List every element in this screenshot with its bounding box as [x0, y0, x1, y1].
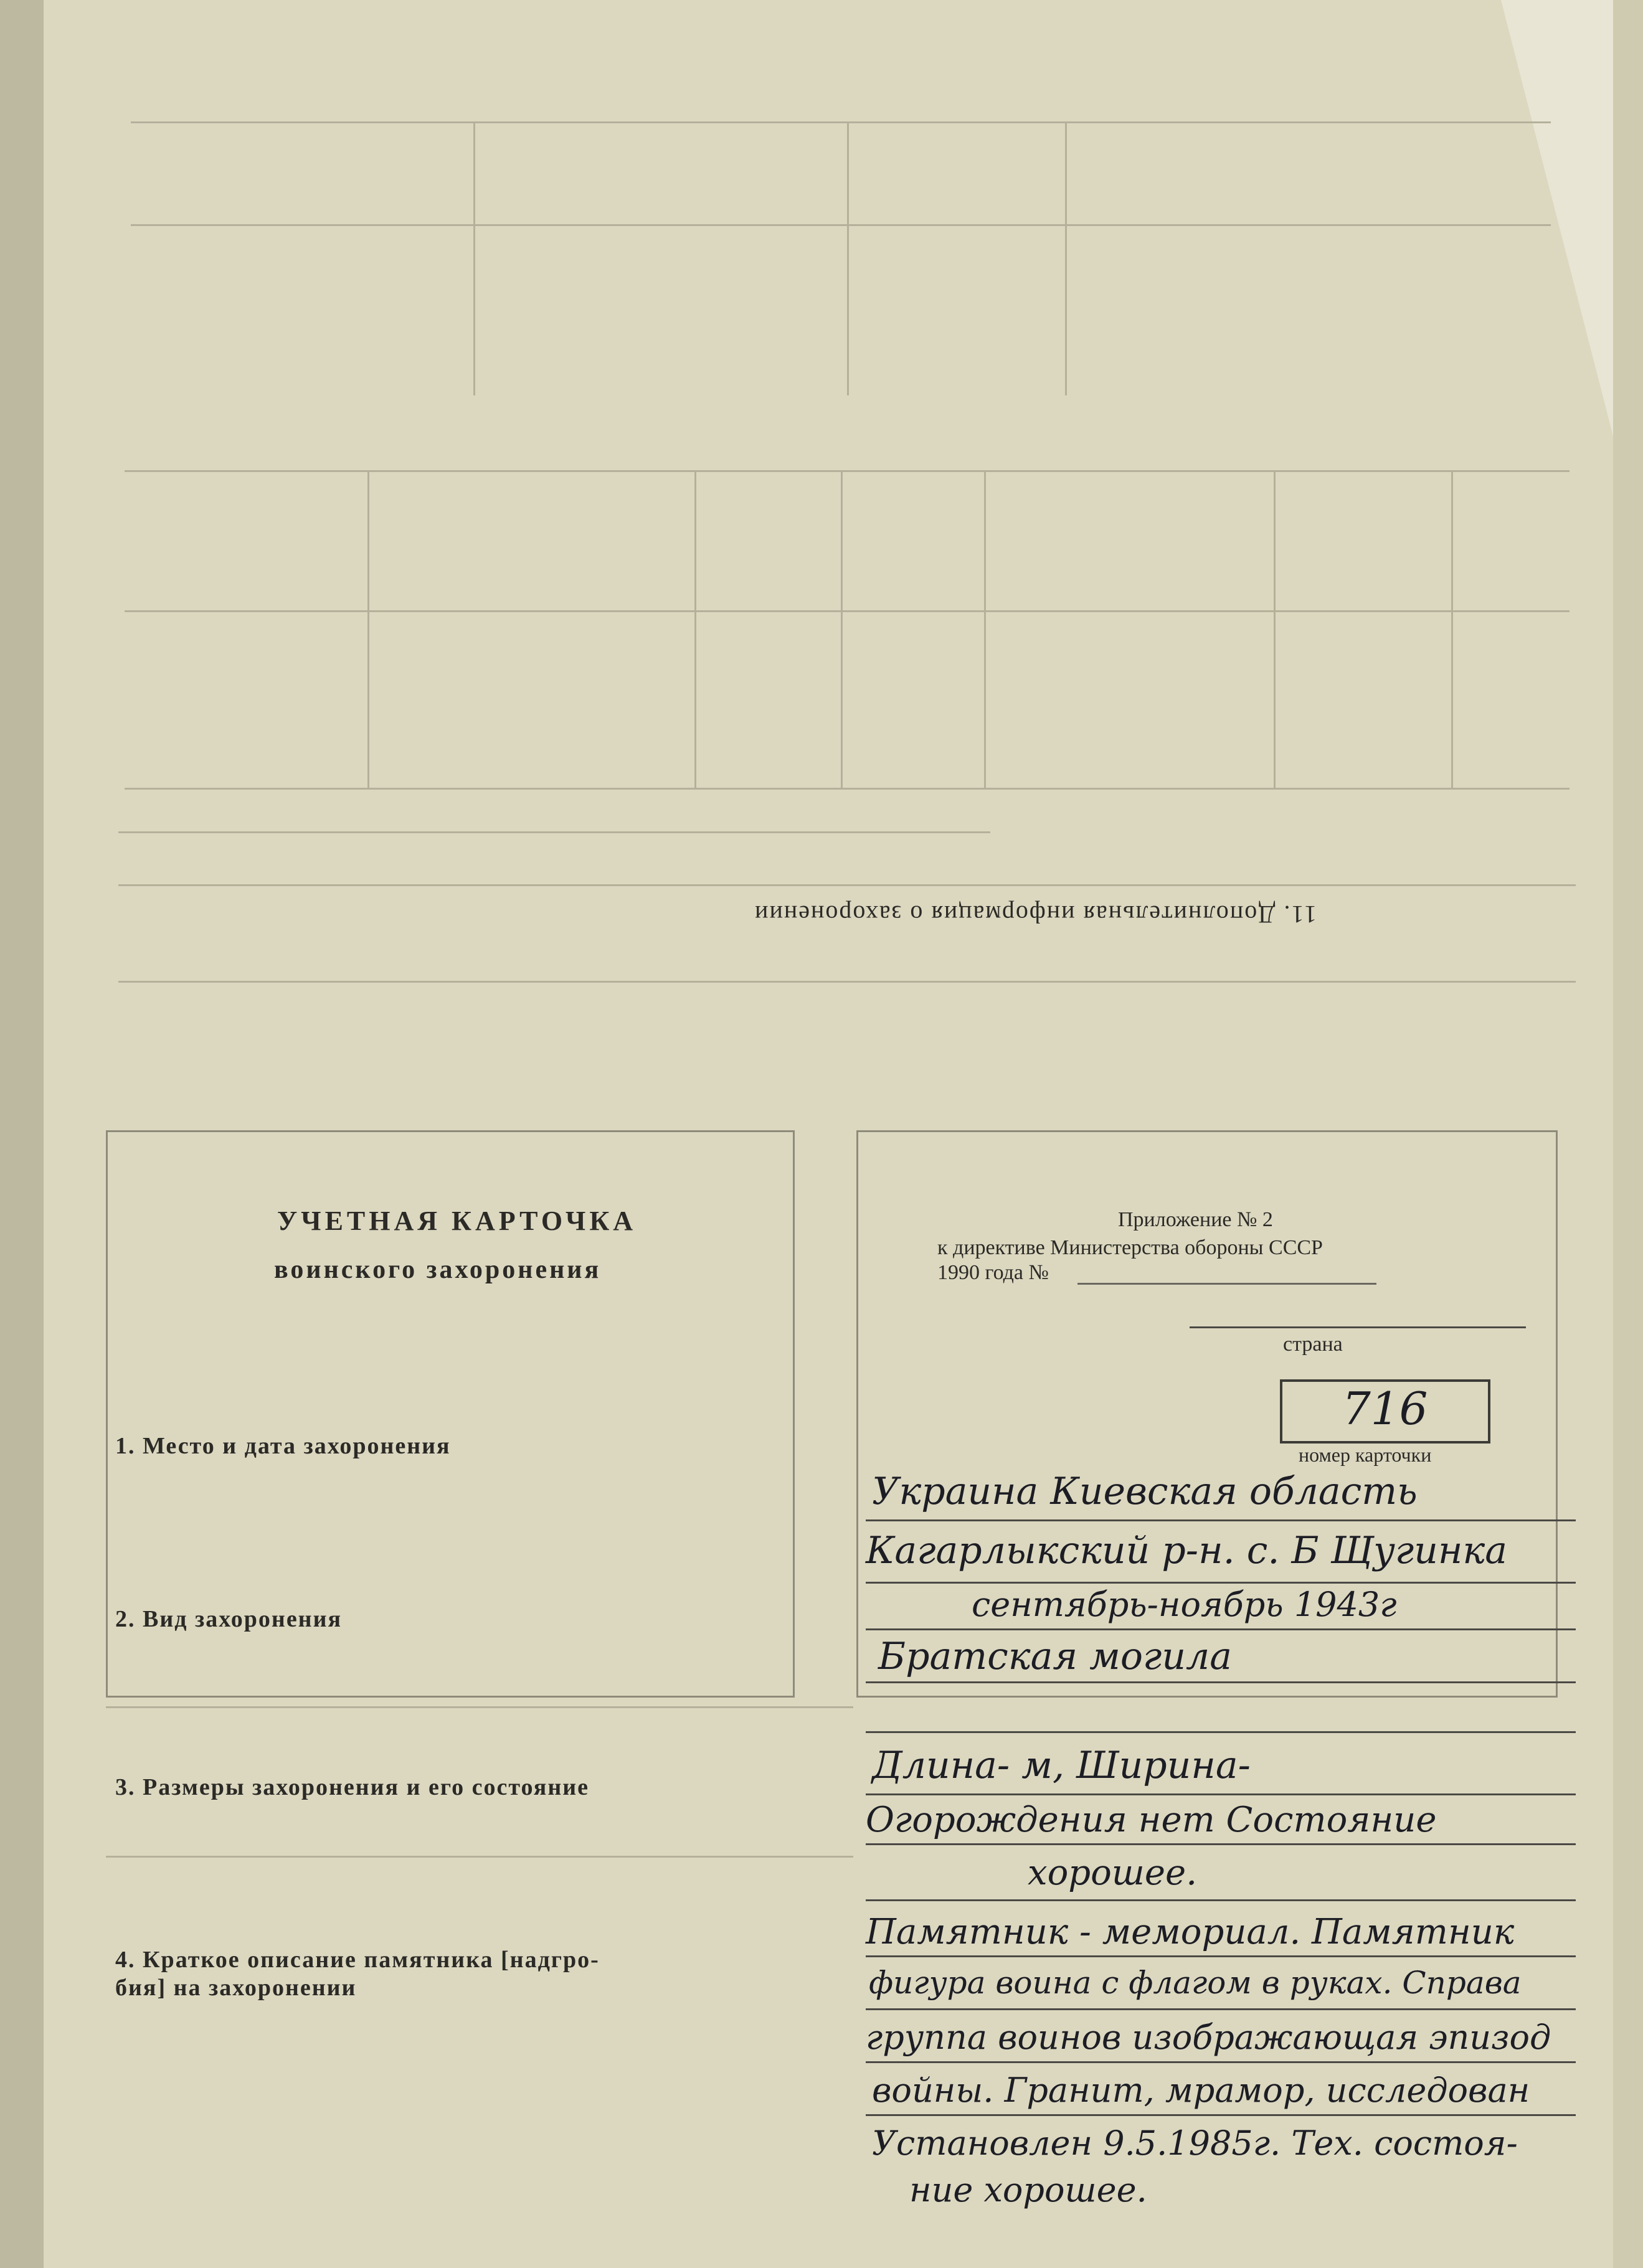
ruled-line	[866, 1582, 1576, 1584]
faint-rule	[847, 121, 849, 395]
document-page	[44, 0, 1613, 2268]
ruled-line	[866, 1955, 1576, 1957]
faint-rule	[125, 470, 1570, 472]
size-line-3: хорошее.	[1028, 1853, 1197, 1893]
card-subtitle: воинского захоронения	[274, 1255, 602, 1284]
ruled-line	[866, 1899, 1576, 1901]
directive-line1: к директиве Министерства обороны СССР	[937, 1236, 1323, 1259]
faint-rule	[118, 981, 1576, 983]
field-place-date-label: 1. Место и дата захоронения	[115, 1433, 451, 1459]
ruled-line	[866, 1519, 1576, 1521]
ruled-line	[866, 2061, 1576, 2063]
field-burial-type-label: 2. Вид захоронения	[115, 1606, 343, 1632]
faint-rule	[106, 1856, 853, 1858]
ruled-line	[866, 1628, 1576, 1630]
monument-line-5: Установлен 9.5.1985г. Тех. состоя-	[872, 2124, 1518, 2163]
additional-info-heading: 11. Дополнительная информация о захоронении	[754, 900, 1317, 928]
place-line-2: Кагарлыкский р-н. с. Б Щугинка	[866, 1529, 1508, 1572]
directive-line2: 1990 года №	[937, 1261, 1049, 1284]
monument-line-4: войны. Гранит, мрамор, исследован	[872, 2071, 1530, 2110]
appendix-label: Приложение № 2	[1118, 1208, 1273, 1231]
place-line-1: Украина Киевская область	[872, 1470, 1418, 1513]
country-line	[1190, 1326, 1526, 1328]
faint-rule	[118, 831, 990, 833]
faint-rule	[1065, 121, 1067, 395]
faint-rule	[131, 121, 1551, 123]
size-line-2: Огорождения нет Состояние	[866, 1800, 1437, 1840]
faint-rule	[841, 470, 843, 788]
faint-rule	[984, 470, 986, 788]
ruled-line	[866, 1843, 1576, 1845]
faint-rule	[1451, 470, 1453, 788]
faint-rule	[694, 470, 696, 788]
field-size-condition-label: 3. Размеры захоронения и его состояние	[115, 1774, 590, 1800]
faint-rule	[473, 121, 475, 395]
field-monument-label-1: 4. Краткое описание памятника [надгро-	[115, 1947, 600, 1973]
monument-line-1: Памятник - мемориал. Памятник	[866, 1912, 1515, 1952]
ruled-line	[866, 2114, 1576, 2116]
directive-number-line	[1077, 1283, 1376, 1285]
country-label: страна	[1283, 1333, 1343, 1356]
size-line-1: Длина- м, Ширина-	[872, 1744, 1251, 1787]
monument-line-2: фигура воина с флагом в руках. Справа	[869, 1965, 1522, 2001]
monument-line-3: группа воинов изображающая эпизод	[866, 2018, 1551, 2057]
ruled-line	[866, 1793, 1576, 1795]
ruled-line	[866, 1681, 1576, 1683]
page-edge	[0, 0, 44, 2268]
ruled-line	[866, 1731, 1576, 1733]
place-line-3: сентябрь-ноябрь 1943г	[972, 1585, 1397, 1624]
faint-rule	[367, 470, 369, 788]
card-number: 716	[1342, 1382, 1428, 1435]
faint-rule	[125, 610, 1570, 612]
card-number-label: номер карточки	[1299, 1443, 1432, 1466]
faint-rule	[106, 1706, 853, 1708]
burial-type-value: Братская могила	[878, 1635, 1232, 1678]
page-fold	[1501, 0, 1613, 436]
faint-rule	[118, 884, 1576, 886]
faint-rule	[125, 788, 1570, 790]
card-title: УЧЕТНАЯ КАРТОЧКА	[277, 1206, 637, 1236]
monument-line-6: ние хорошее.	[909, 2170, 1147, 2209]
faint-rule	[1274, 470, 1276, 788]
ruled-line	[866, 2008, 1576, 2010]
faint-rule	[131, 224, 1551, 226]
field-monument-label-2: бия] на захоронении	[115, 1975, 357, 2001]
